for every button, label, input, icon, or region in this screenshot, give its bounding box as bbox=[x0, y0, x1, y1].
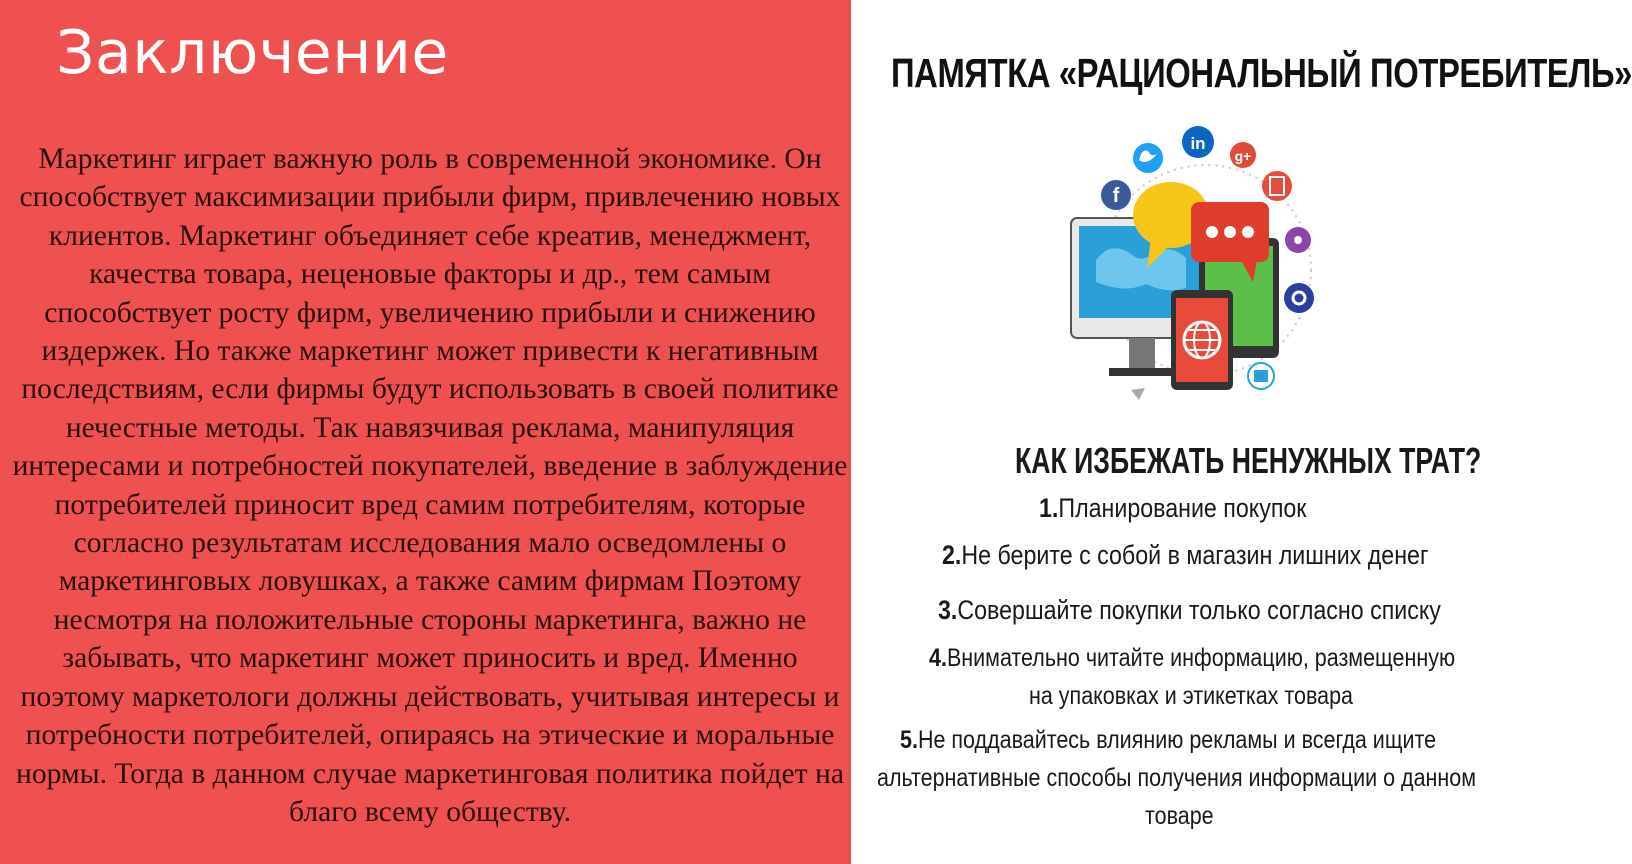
facebook-icon bbox=[1101, 180, 1131, 210]
refresh-arrows-icon bbox=[1131, 388, 1145, 400]
digital-marketing-illustration bbox=[1091, 120, 1321, 415]
share-icon bbox=[1285, 227, 1311, 253]
tip-text: Совершайте покупки только согласно списку bbox=[957, 595, 1441, 625]
twitter-icon bbox=[1133, 143, 1163, 173]
tip-number: 1. bbox=[1039, 493, 1059, 523]
tip-number: 4. bbox=[929, 644, 947, 672]
tip-item-3 bbox=[938, 595, 1441, 626]
slide-title: Заключение bbox=[56, 18, 449, 88]
tip-text: Планирование покупок bbox=[1058, 493, 1307, 523]
tip-number: 2. bbox=[942, 540, 962, 570]
tip-item-5-continued: альтернативные способы получения информации о данном bbox=[877, 764, 1477, 792]
svg-text:in: in bbox=[1190, 134, 1206, 153]
tip-item-5-continued-2: товаре bbox=[1145, 802, 1214, 830]
svg-text:g+: g+ bbox=[1234, 148, 1252, 164]
tip-text: Не поддавайтесь влиянию рекламы и всегда ищите bbox=[917, 726, 1437, 754]
settings-icon bbox=[1284, 283, 1314, 313]
tip-text: Не берите с собой в магазин лишних денег bbox=[961, 540, 1429, 570]
tip-item-2 bbox=[942, 540, 1428, 571]
memo-panel bbox=[851, 0, 1632, 864]
tip-item-5 bbox=[900, 726, 1436, 755]
tip-item-1 bbox=[1039, 493, 1306, 524]
tip-number: 5. bbox=[900, 726, 918, 754]
tip-number: 3. bbox=[938, 595, 958, 625]
document-icon bbox=[1262, 171, 1292, 201]
video-icon bbox=[1248, 363, 1274, 389]
google-plus-icon bbox=[1230, 142, 1256, 168]
tip-text: Внимательно читайте информацию, размещенную bbox=[946, 644, 1456, 672]
conclusion-paragraph: Маркетинг играет важную роль в современной экономике. Он способствует максимизации прибыли фирм, привлечению новых клиентов. Маркетинг объединяет себе креатив, менеджмент, качества товара, неценовые факторы и др., тем самым способствует росту фирм, увеличению прибыли и снижению издержек. Но также маркетинг может привести к негативным последствиям, если фирмы будут использовать в своей политике нечестные методы. Так навязчивая реклама, манипуляция интересами и потребностей покупателей, введение в заблуждение потребителей приносит вред самим потребителям, которые согласно результатам исследования мало осведомлены о маркетинговых ловушках, а также самим фирмам Поэтому несмотря на положительные стороны маркетинга, важно не забывать, что маркетинг может приносить и вред. Именно поэтому маркетологи должны действовать, учитывая интересы и потребности потребителей, опираясь на этические и моральные нормы. Тогда в данном случае маркетинговая политика пойдет на благо всему обществу. bbox=[12, 143, 848, 828]
linkedin-icon bbox=[1182, 126, 1214, 158]
memo-title: ПАМЯТКА «РАЦИОНАЛЬНЫЙ ПОТРЕБИТЕЛЬ» bbox=[891, 50, 1632, 96]
tip-item-4 bbox=[929, 644, 1455, 673]
memo-question: КАК ИЗБЕЖАТЬ НЕНУЖНЫХ ТРАТ? bbox=[1015, 440, 1482, 481]
tip-item-4-continued: на упаковках и этикетках товара bbox=[1029, 682, 1353, 710]
svg-text:f: f bbox=[1112, 185, 1120, 207]
